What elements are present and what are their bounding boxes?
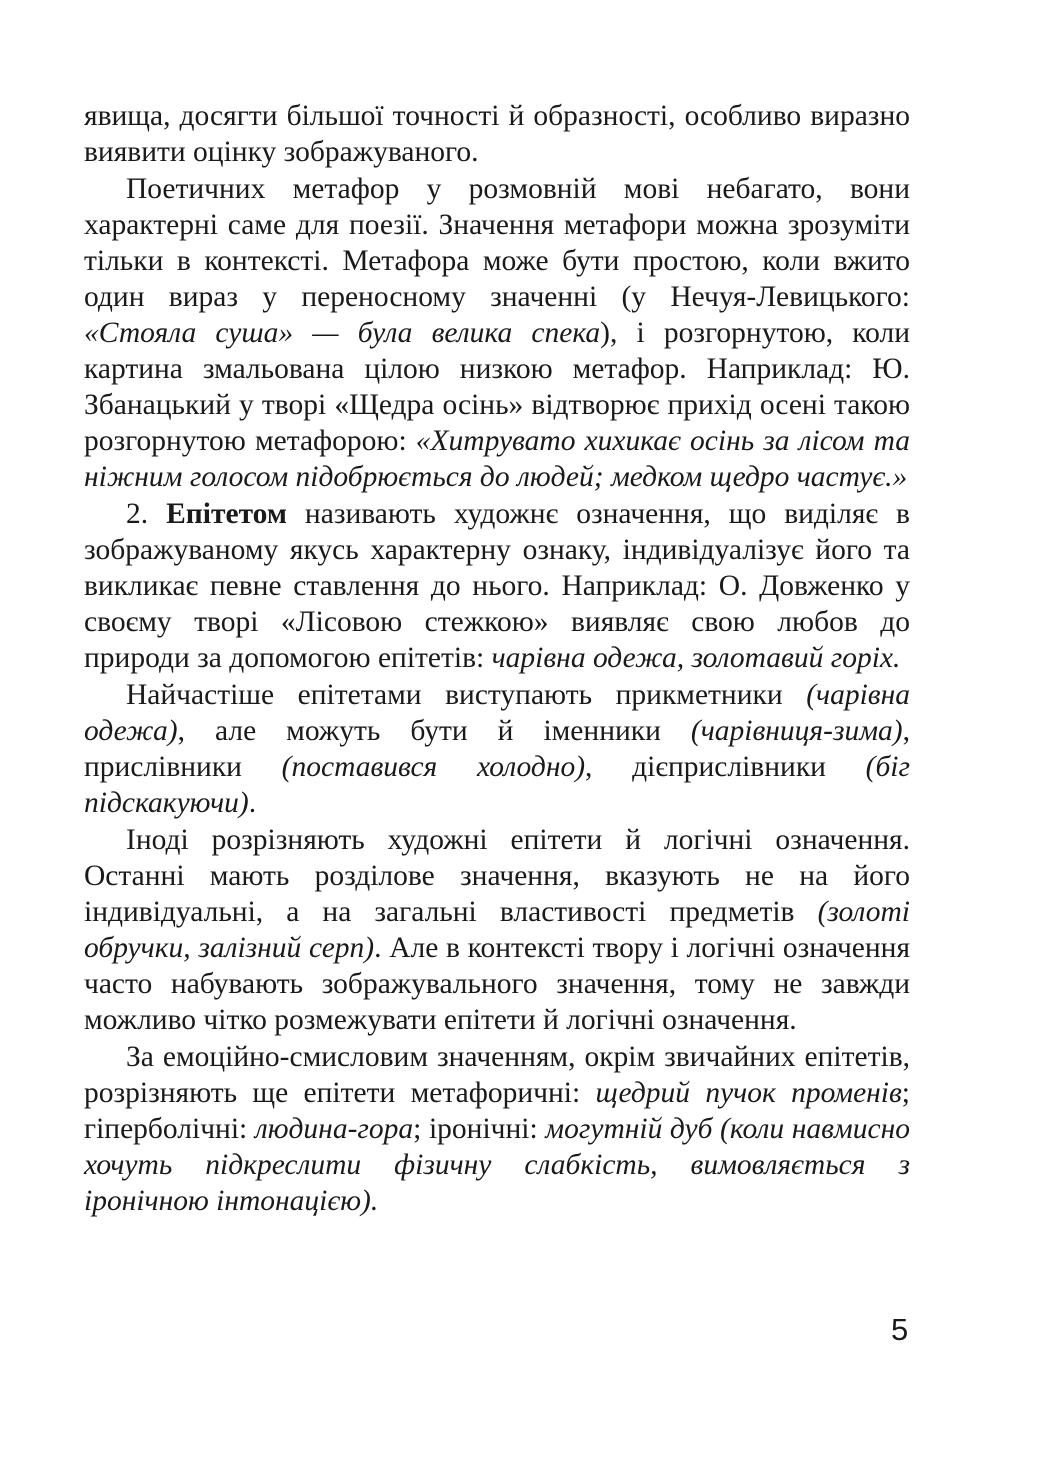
paragraph-6-text-1: За емоційно-смисловим значенням, окрім звичайних епітетів, розрізняють ще епітети метафоричні:: [84, 1041, 910, 1109]
paragraph-4-italic-4: (біг підскакуючи): [84, 751, 910, 819]
paragraph-6-italic-2: людина-гора: [254, 1113, 414, 1145]
paragraph-5-text-1: Іноді розрізняють художні епітети й логічні означення. Останні мають розділове значення, вказують не на його індивідуальні, а на загальні властивості предметів: [84, 824, 910, 928]
paragraph-3-italic-example: чарівна одежа, золотавий горіх.: [491, 642, 901, 674]
paragraph-1: [84, 98, 910, 170]
paragraph-4: [84, 677, 910, 821]
paragraph-5-text-2: . Але в контексті твору і логічні означення часто набувають зображувального значення, тому не завжди можливо чітко розмежувати епітети й логічні означення.: [84, 932, 911, 1036]
paragraph-3-text-1: називають художнє означення, що виділяє в зображуваному якусь характерну ознаку, індивідуалізує його та викликає певне ставлення до нього. Наприклад: О. Довженко у своєму творі «Лісовою стежкою» виявляє свою любов до природи за допомогою епітетів:: [84, 498, 910, 674]
paragraph-4-text-4: , дієприслівники: [585, 751, 866, 783]
paragraph-3: [84, 496, 910, 676]
paragraph-2-text-1: Поетичних метафор у розмовній мові небагато, вони характерні саме для поезії. Значення метафори можна зрозуміти тільки в контексті. Метафора може бути простою, коли вжито один вираз у переносному значенні (у Нечуя-Левицького:: [84, 173, 910, 313]
paragraph-4-text-1: Найчастіше епітетами виступають прикметники: [126, 679, 807, 711]
paragraph-6-italic-3: могутній дуб (коли навмисно хочуть підкреслити фізичну слабкість, вимовляється з іронічною інтонацією).: [84, 1113, 910, 1217]
paragraph-6: [84, 1039, 910, 1219]
paragraph-2-italic-example-1: «Стояла суша» — була велика спека: [84, 317, 601, 349]
paragraph-3-term-bold: Епітетом: [166, 498, 287, 530]
paragraph-2-italic-quote: «Хитрувато хихикає осінь за лісом та ніжним голосом підобрюється до людей; медком щедро частує.»: [84, 425, 910, 493]
page-number: 5: [891, 1312, 909, 1347]
paragraph-6-italic-1: щедрий пучок променів: [595, 1077, 902, 1109]
paragraph-4-text-2: , але можуть бути й іменники: [177, 715, 691, 747]
paragraph-4-italic-1: (чарівна одежа): [84, 679, 910, 747]
paragraph-4-text-3: , прислівники: [84, 715, 910, 783]
paragraph-1-text-1: явища, досягти більшої точності й образності, особливо виразно виявити оцінку зображуваного.: [84, 100, 910, 168]
paragraph-4-italic-3: (поставився холодно): [281, 751, 586, 783]
paragraph-2-text-2: ), і розгорнутою, коли картина змальована цілою низкою метафор. Наприклад: Ю. Збанацький у творі «Щедра осінь» відтворює прихід осені такою розгорнутою метафорою:: [84, 317, 910, 457]
page-body: [84, 98, 910, 1219]
paragraph-6-text-2: ; гіперболічні:: [84, 1077, 910, 1145]
paragraph-3-number: 2.: [126, 498, 167, 530]
paragraph-4-text-5: .: [248, 787, 257, 819]
paragraph-5-italic-1: (золоті обручки, залізний серп): [84, 896, 910, 964]
paragraph-5: [84, 822, 910, 1038]
paragraph-2: [84, 171, 910, 495]
paragraph-6-text-3: ; іронічні:: [413, 1113, 546, 1145]
paragraph-4-italic-2: (чарівниця-зима): [690, 715, 903, 747]
